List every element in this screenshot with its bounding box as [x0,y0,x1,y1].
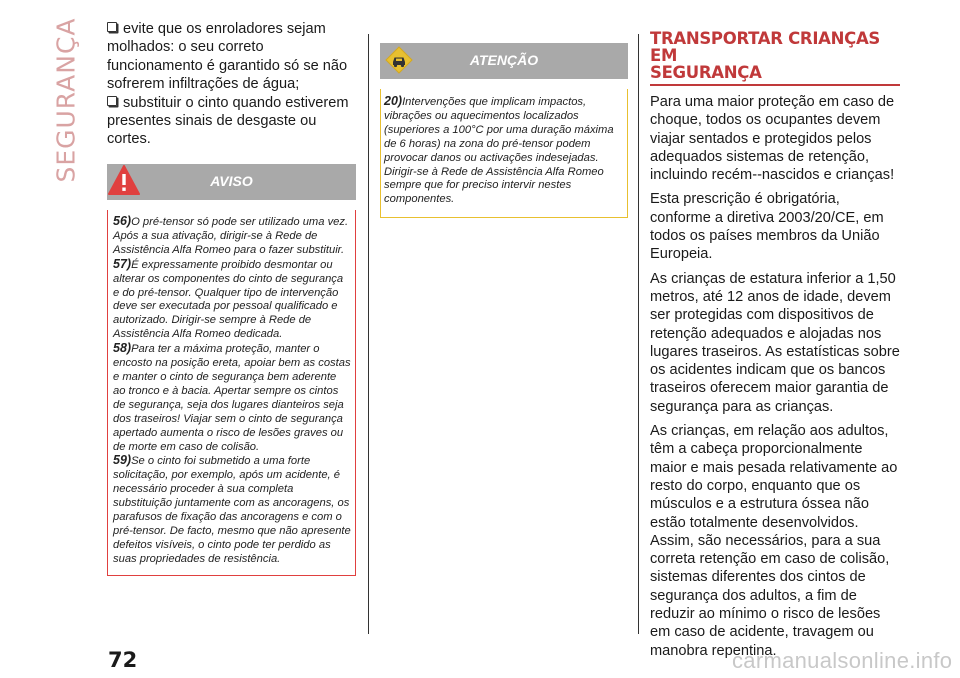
page-number: 72 [108,648,138,672]
note-item [384,95,623,207]
heading-line-1: TRANSPORTAR CRIANÇAS EM [650,29,880,65]
note-number: 56) [113,214,132,228]
note-text: Intervenções que implicam impactos, vibrações ou aquecimentos localizados (superiores a 100°C por uma duração máxima de 6 horas) na zona do pré-tensor podem provocar danos ou activações indesejadas. Dirigir-se à Rede de Assistência Alfa Romeo sempre que for preciso intervir nestes componentes. [384,96,614,206]
bullet-item [107,20,356,94]
note-text: Se o cinto foi submetido a uma forte solicitação, por exemplo, após um acidente, é necessário proceder à sua completa substituição juntamente com as ancoragens, os parafusos de fixação das ancoragens e com o pré-tensor. De facto, mesmo que não apresente defeitos visíveis, o cinto pode ter perdido as suas propriedades de resistência. [113,455,351,565]
note-number: 58) [113,341,132,356]
heading-line-2: SEGURANÇA [650,63,762,82]
column-divider [638,34,639,634]
note-number: 59) [113,453,132,468]
aviso-header-bar [107,164,356,200]
note-number: 57) [113,256,132,271]
atencao-title: ATENÇÃO [469,52,539,68]
atencao-header-bar [380,43,628,79]
note-item [113,342,351,454]
bullet-text: substituir o cinto quando estiverem presentes sinais de desgaste ou cortes. [107,94,349,148]
atencao-caution-box [380,43,628,218]
note-item [113,258,351,342]
note-item [113,454,351,566]
aviso-notes [107,210,356,576]
note-number: 20) [384,94,403,108]
checkbox-bullet-icon [107,96,117,106]
bullet-text: evite que os enroladores sejam molhados: o seu correto funcionamento é garantido só se não sofrerem infiltrações de água; [107,21,348,93]
section-heading [650,30,900,81]
atencao-notes [380,89,628,218]
column-1 [107,20,356,149]
note-text: O pré-tensor só pode ser utilizado uma vez. Após a sua ativação, dirigir-se à Rede de Assistência Alfa Romeo para o fazer substituir. [113,216,349,256]
column-3 [650,30,900,666]
watermark-text: carmanualsonline.info [732,648,953,673]
column-divider [368,34,369,634]
body-paragraph: Para uma maior proteção em caso de choque, todos os ocupantes devem viajar sentados e protegidos pelos adequados sistemas de retenção, incluindo recém--nascidos e crianças! [650,94,895,184]
body-paragraph: As crianças de estatura inferior a 1,50 metros, até 12 anos de idade, devem ser protegidas com dispositivos de retenção adequados e alojadas nos lugares traseiros. As estatísticas sobre os acidentes indicam que os bancos traseiros oferecem maior garantia de segurança para as crianças. [650,270,900,415]
heading-underline [650,84,900,86]
note-text: Para ter a máxima proteção, manter o encosto na posição ereta, apoiar bem as costas e manter o cinto de segurança bem aderente ao tronco e à bacia. Apertar sempre os cintos de segurança, seja dos lugares dianteiros seja dos traseiros! Viajar sem o cinto de segurança apertado aumenta o risco de lesões graves ou de morte em caso de colisão. [113,343,351,453]
body-paragraph: Esta prescrição é obrigatória, conforme a diretiva 2003/20/CE, em todos os países membros da União Europeia. [650,191,884,263]
aviso-warning-box [107,164,356,576]
bullet-item [107,94,356,149]
note-item [113,215,351,258]
section-side-label [46,17,86,183]
note-text: É expressamente proibido desmontar ou alterar os componentes do cinto de segurança e do pré-tensor. Qualquer tipo de intervenção deve ser executada por pessoal qualificado e autorizado. Dirigir-se sempre à Rede de Assistência Alfa Romeo dedicada. [113,258,344,341]
section-label-text: SEGURANÇA [51,17,81,183]
checkbox-bullet-icon [107,22,117,32]
body-paragraph: As crianças, em relação aos adultos, têm a cabeça proporcionalmente maior e mais pesada relativamente ao resto do corpo, enquanto que os músculos e a estrutura óssea não estão totalmente desenvolvidos. Assim, são necessários, para a sua correta retenção em caso de colisão, sistemas diferentes dos cintos de segurança dos adultos, a fim de reduzir ao mínimo o risco de lesões em caso de acidente, travagem ou manobra repentina. [650,423,898,659]
aviso-title: AVISO [210,173,253,189]
